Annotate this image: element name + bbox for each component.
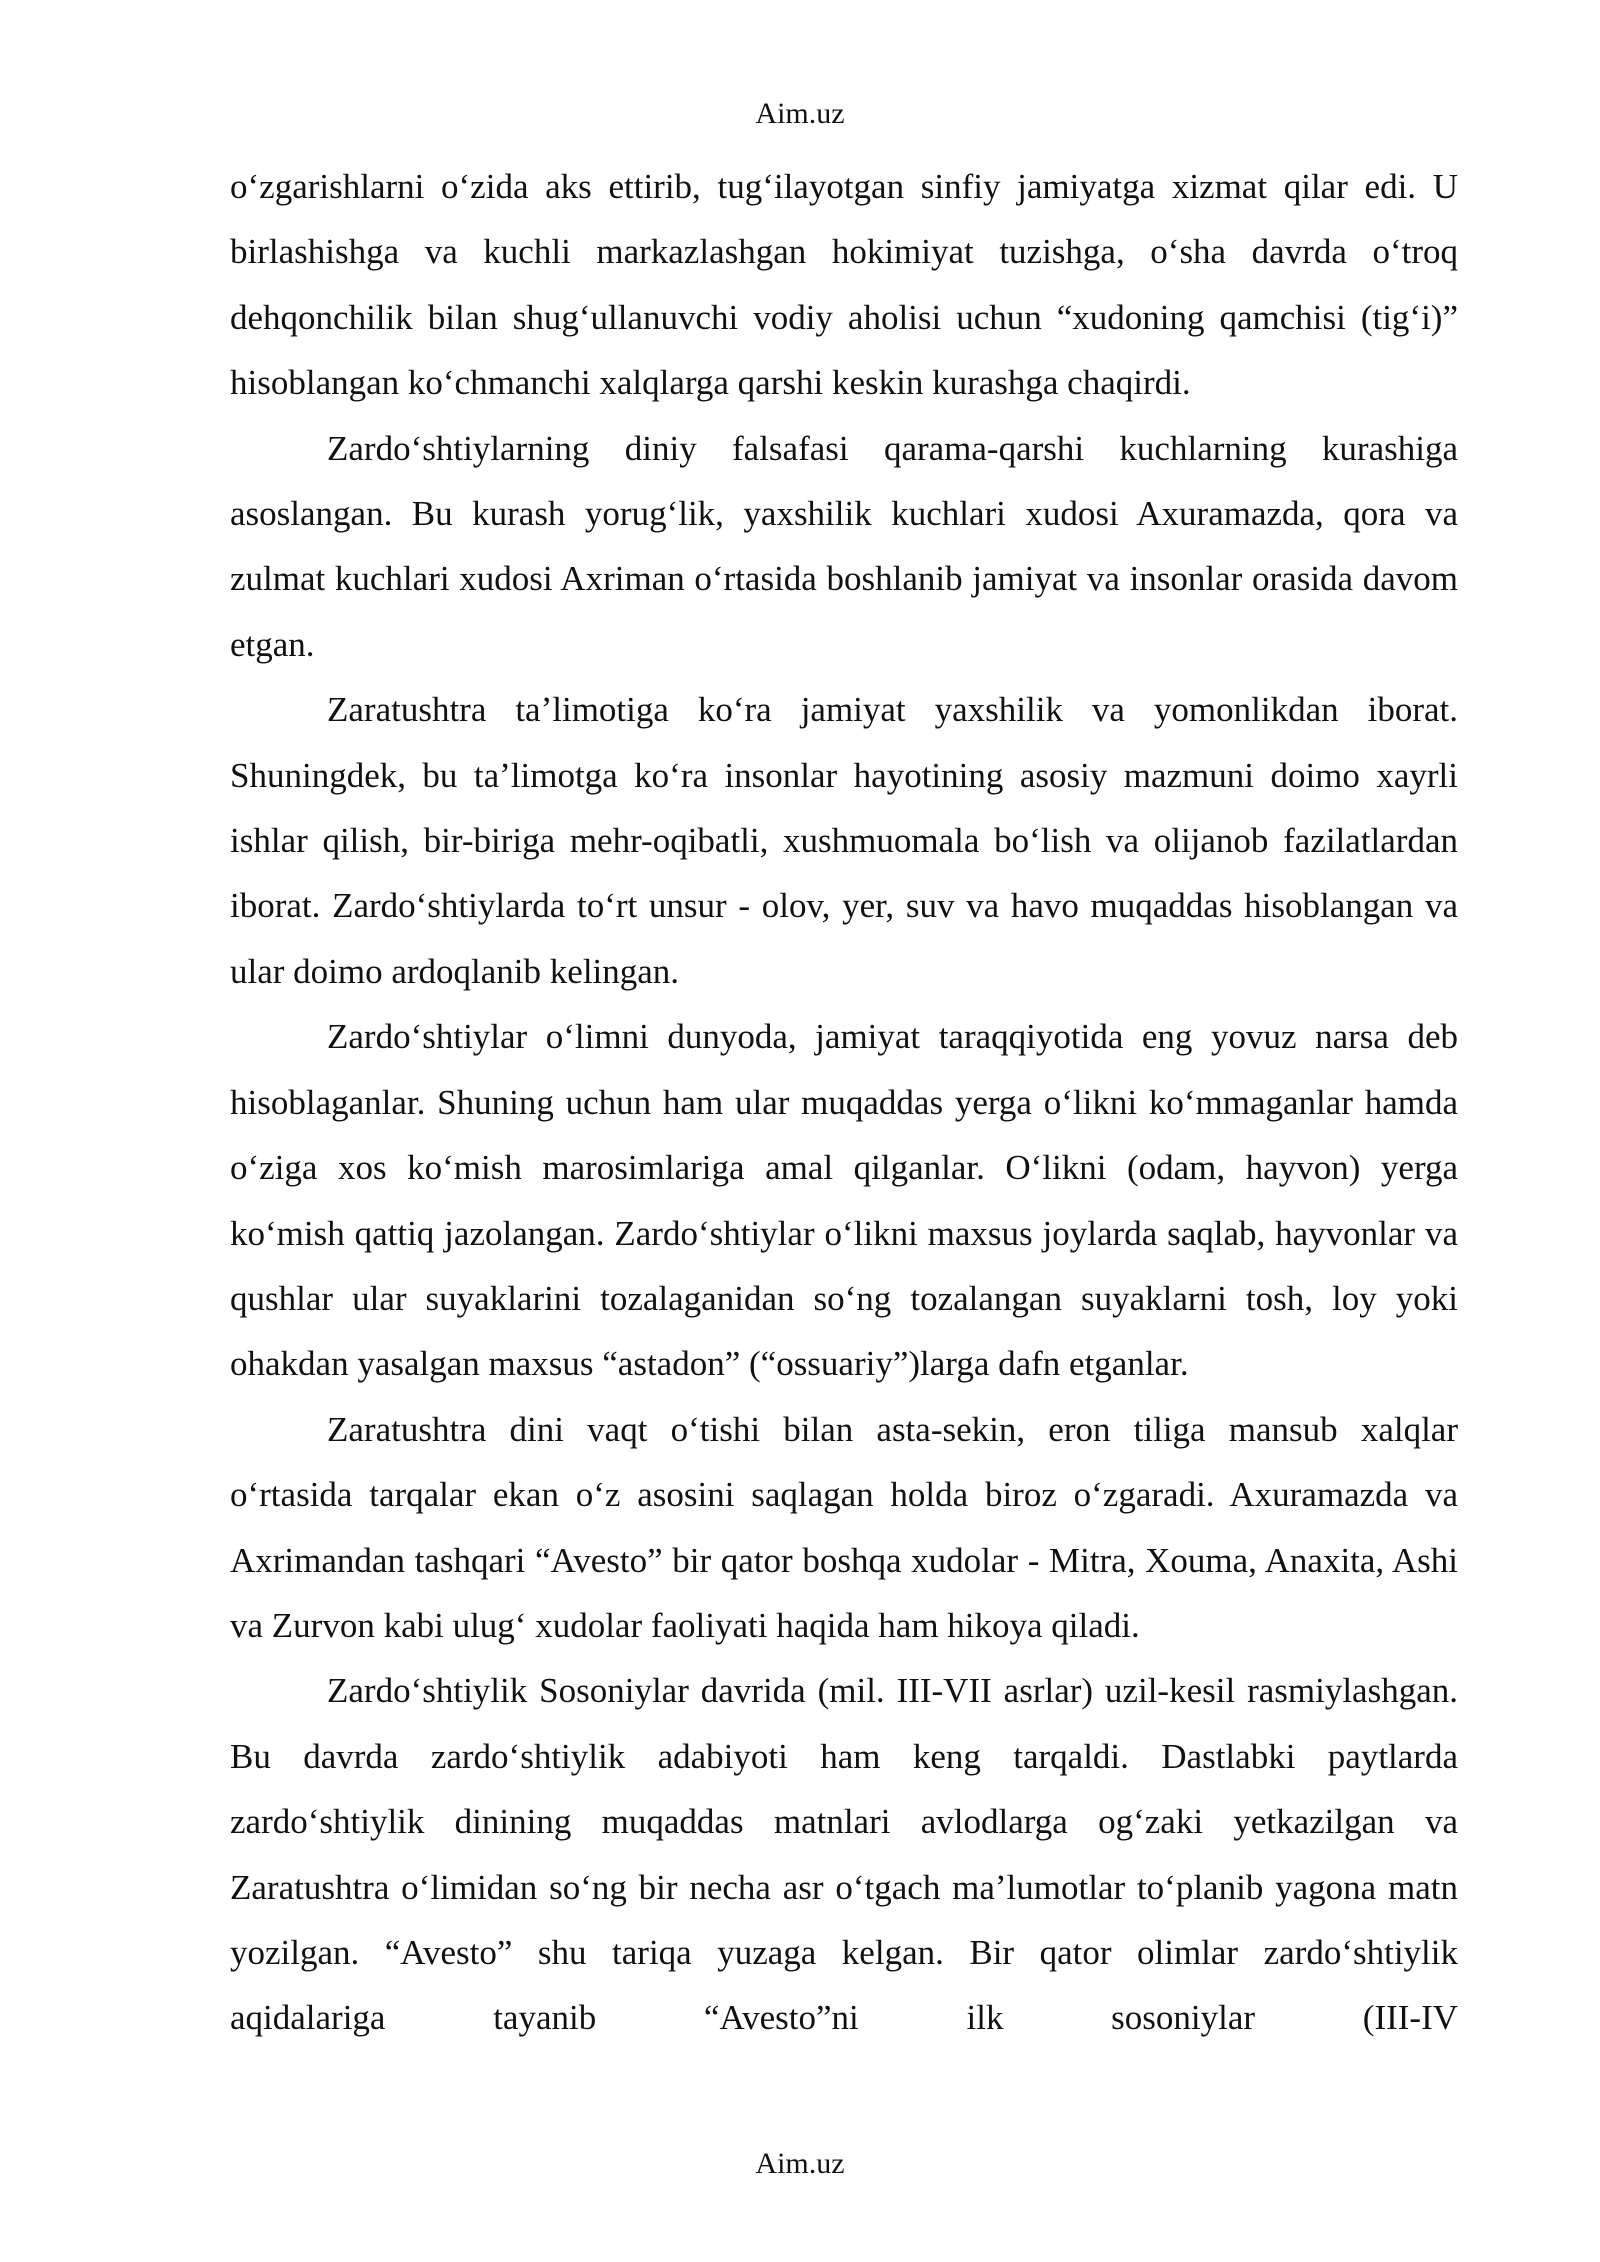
paragraph-3: Zaratushtra taʼlimotiga koʻra jamiyat yaxshilik va yomonlikdan iborat. Shuningdek, bu taʼlimotga koʻra insonlar hayotining asosiy mazmuni doimo xayrli ishlar qilish, bir-biriga mehr-oqibatli, xushmuomala boʻlish va olijanob fazilatlardan iborat. Zardoʻshtiylarda toʻrt unsur - olov, yer, suv va havo muqaddas hisoblangan va ular doimo ardoqlanib kelingan. (230, 690, 1458, 991)
paragraph-4: Zardoʻshtiylar oʻlimni dunyoda, jamiyat taraqqiyotida eng yovuz narsa deb hisoblaganlar. Shuning uchun ham ular muqaddas yerga oʻlikni koʻmmaganlar hamda oʻziga xos koʻmish marosimlariga amal qilganlar. Oʻlikni (odam, hayvon) yerga koʻmish qattiq jazolangan. Zardoʻshtiylar oʻlikni maxsus joylarda saqlab, hayvonlar va qushlar ular suyaklarini tozalaganidan soʻng tozalangan suyaklarni tosh, loy yoki ohakdan yasalgan maxsus “astadon” (“ossuariy”)larga dafn etganlar. (230, 1017, 1458, 1384)
page-footer: Aim.uz (755, 2147, 845, 2180)
paragraph-5: Zaratushtra dini vaqt oʻtishi bilan asta-sekin, eron tiliga mansub xalqlar oʻrtasida tarqalar ekan oʻz asosini saqlagan holda biroz oʻzgaradi. Axuramazda va Axrimandan tashqari “Avesto” bir qator boshqa xudolar - Mitra, Xouma, Anaxita, Ashi va Zurvon kabi ulugʻ xudolar faoliyati haqida ham hikoya qiladi. (230, 1409, 1458, 1645)
page-header: Aim.uz (755, 97, 845, 130)
paragraph-2: Zardoʻshtiylarning diniy falsafasi qarama-qarshi kuchlarning kurashiga asoslangan. Bu kurash yorugʻlik, yaxshilik kuchlari xudosi Axuramazda, qora va zulmat kuchlari xudosi Axriman oʻrtasida boshlanib jamiyat va insonlar orasida davom etgan. (230, 428, 1458, 664)
paragraph-1: oʻzgarishlarni oʻzida aks ettirib, tugʻilayotgan sinfiy jamiyatga xizmat qilar edi. U birlashishga va kuchli markazlashgan hokimiyat tuzishga, oʻsha davrda oʻtroq dehqonchilik bilan shugʻullanuvchi vodiy aholisi uchun “xudoning qamchisi (tigʻi)” hisoblangan koʻchmanchi xalqlarga qarshi keskin kurashga chaqirdi. (230, 167, 1458, 403)
document-body (230, 154, 1458, 2051)
paragraph-6: Zardoʻshtiylik Sosoniylar davrida (mil. III-VII asrlar) uzil-kesil rasmiylashgan. Bu davrda zardoʻshtiylik adabiyoti ham keng tarqaldi. Dastlabki paytlarda zardoʻshtiylik dinining muqaddas matnlari avlodlarga ogʻzaki yetkazilgan va Zaratushtra oʻlimidan soʻng bir necha asr oʻtgach maʼlumotlar toʻplanib yagona matn yozilgan. “Avesto” shu tariqa yuzaga kelgan. Bir qator olimlar zardoʻshtiylik aqidalariga tayanib “Avesto”ni ilk sosoniylar (III-IV (230, 1671, 1458, 2038)
